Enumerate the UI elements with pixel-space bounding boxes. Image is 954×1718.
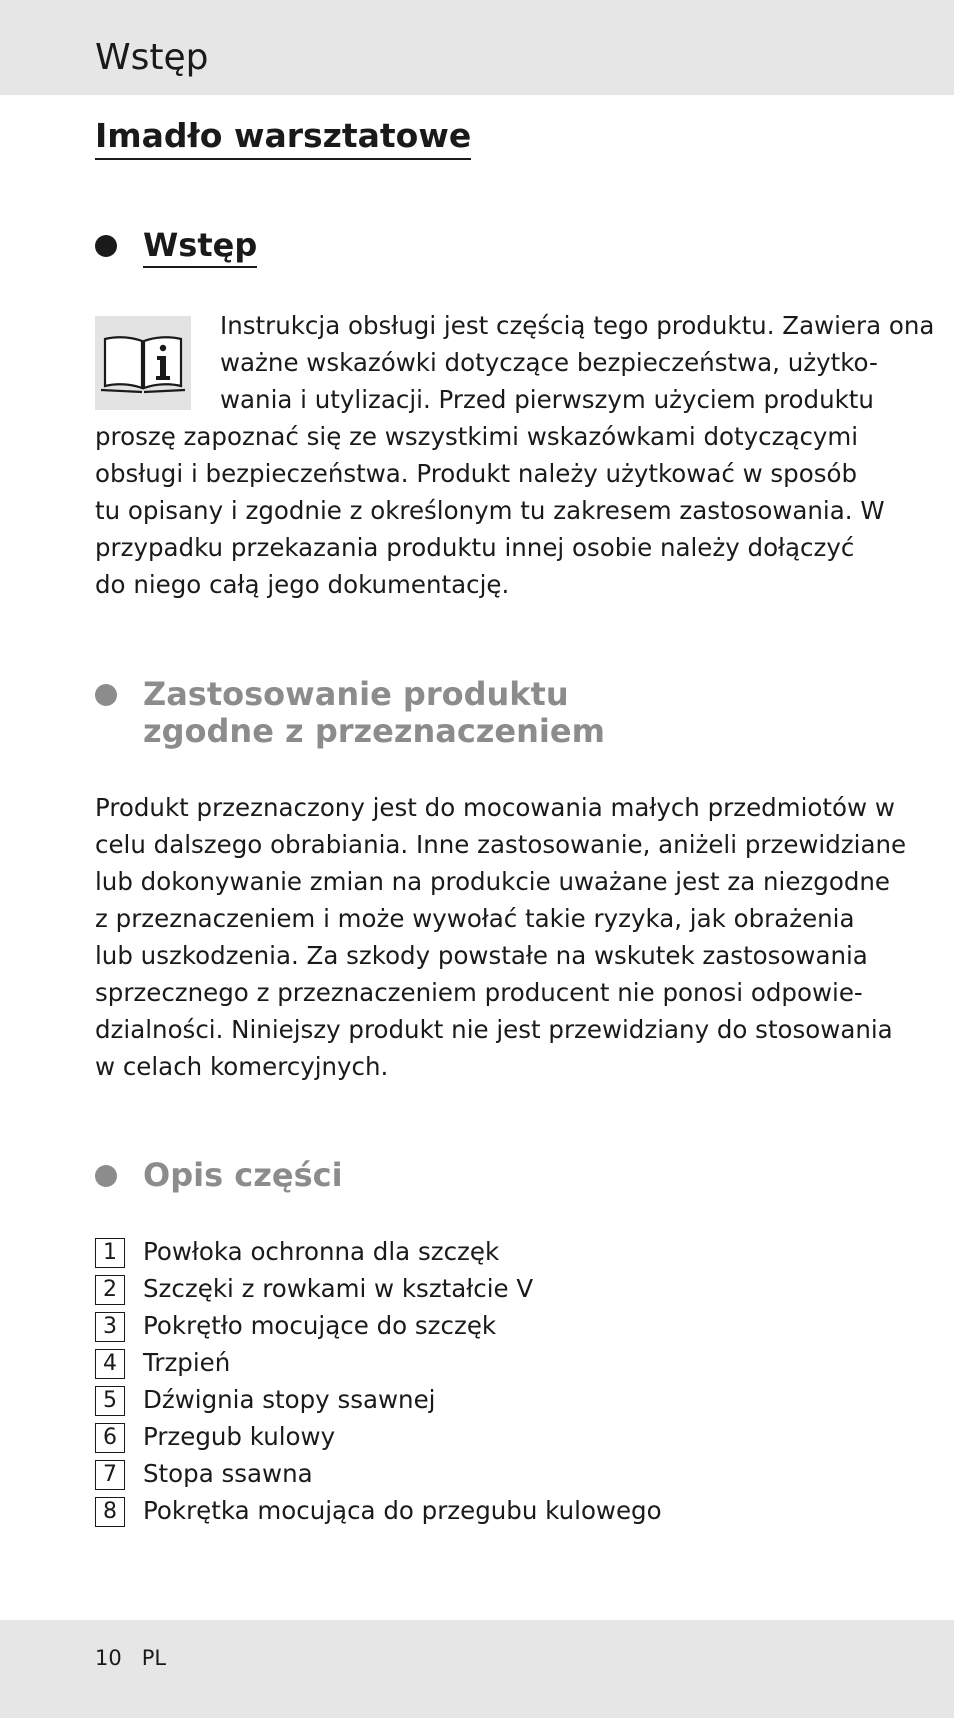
- part-number-box: 1: [95, 1238, 125, 1268]
- part-label: Stopa ssawna: [143, 1459, 313, 1489]
- part-number-box: 7: [95, 1460, 125, 1490]
- page-number: 10: [95, 1646, 122, 1670]
- section-heading-intended-use-text: [143, 676, 605, 750]
- section-heading-intro: [95, 227, 257, 268]
- heading-line: Zastosowanie produktu: [143, 675, 569, 713]
- page-footer: [95, 1648, 166, 1669]
- intended-use-paragraph: [95, 789, 907, 1085]
- bullet-icon: [95, 1165, 117, 1187]
- text-line: sprzecznego z przeznaczeniem producent nie ponosi odpowie-: [95, 978, 863, 1007]
- text-line: lub dokonywanie zmian na produkcie uważane jest za niezgodne: [95, 867, 890, 896]
- text-line: proszę zapoznać się ze wszystkimi wskazówkami dotyczącymi: [95, 422, 859, 451]
- list-item: [95, 1271, 662, 1308]
- part-number-box: 4: [95, 1349, 125, 1379]
- text-line: przypadku przekazania produktu innej osobie należy dołączyć: [95, 533, 855, 562]
- bullet-icon: [95, 235, 117, 257]
- part-label: Pokrętło mocujące do szczęk: [143, 1311, 497, 1341]
- text-line: do niego całą jego dokumentację.: [95, 570, 510, 599]
- part-label: Szczęki z rowkami w kształcie V: [143, 1274, 534, 1304]
- list-item: [95, 1456, 662, 1493]
- text-line: obsługi i bezpieczeństwa. Produkt należy użytkować w sposób: [95, 459, 858, 488]
- part-label: Powłoka ochronna dla szczęk: [143, 1237, 500, 1267]
- list-item: [95, 1382, 662, 1419]
- part-number-box: 6: [95, 1423, 125, 1453]
- section-heading-parts: [95, 1157, 343, 1194]
- text-line: w celach komercyjnych.: [95, 1052, 389, 1081]
- list-item: [95, 1234, 662, 1271]
- section-heading-intended-use: [95, 676, 605, 750]
- intro-paragraph: [95, 307, 935, 603]
- part-label: Pokrętka mocująca do przegubu kulowego: [143, 1496, 662, 1526]
- list-item: [95, 1419, 662, 1456]
- running-header-title: Wstęp: [95, 37, 209, 78]
- document-title: Imadło warsztatowe: [95, 118, 471, 160]
- heading-line: zgodne z przeznaczeniem: [143, 712, 605, 750]
- part-number-box: 8: [95, 1497, 125, 1527]
- part-number-box: 5: [95, 1386, 125, 1416]
- text-line: dzialności. Niniejszy produkt nie jest przewidziany do stosowania: [95, 1015, 893, 1044]
- text-line: tu opisany i zgodnie z określonym tu zakresem zastosowania. W: [95, 496, 885, 525]
- text-line: Produkt przeznaczony jest do mocowania małych przedmiotów w: [95, 793, 895, 822]
- part-label: Trzpień: [143, 1348, 231, 1378]
- part-number-box: 2: [95, 1275, 125, 1305]
- text-line: lub uszkodzenia. Za szkody powstałe na wskutek zastosowania: [95, 941, 868, 970]
- language-code: PL: [141, 1646, 167, 1670]
- text-line: celu dalszego obrabiania. Inne zastosowanie, aniżeli przewidziane: [95, 830, 907, 859]
- part-label: Dźwignia stopy ssawnej: [143, 1385, 436, 1415]
- bullet-icon: [95, 684, 117, 706]
- part-number-box: 3: [95, 1312, 125, 1342]
- text-line: z przeznaczeniem i może wywołać takie ryzyka, jak obrażenia: [95, 904, 855, 933]
- section-heading-parts-text: Opis części: [143, 1156, 343, 1194]
- text-line: ważne wskazówki dotyczące bezpieczeństwa, użytko-: [220, 348, 878, 377]
- list-item: [95, 1493, 662, 1530]
- list-item: [95, 1345, 662, 1382]
- section-heading-intro-text: Wstęp: [143, 227, 257, 268]
- parts-list: [95, 1234, 662, 1530]
- text-line: wania i utylizacji. Przed pierwszym użyciem produktu: [220, 385, 874, 414]
- text-line: Instrukcja obsługi jest częścią tego produktu. Zawiera ona: [220, 311, 935, 340]
- part-label: Przegub kulowy: [143, 1422, 336, 1452]
- list-item: [95, 1308, 662, 1345]
